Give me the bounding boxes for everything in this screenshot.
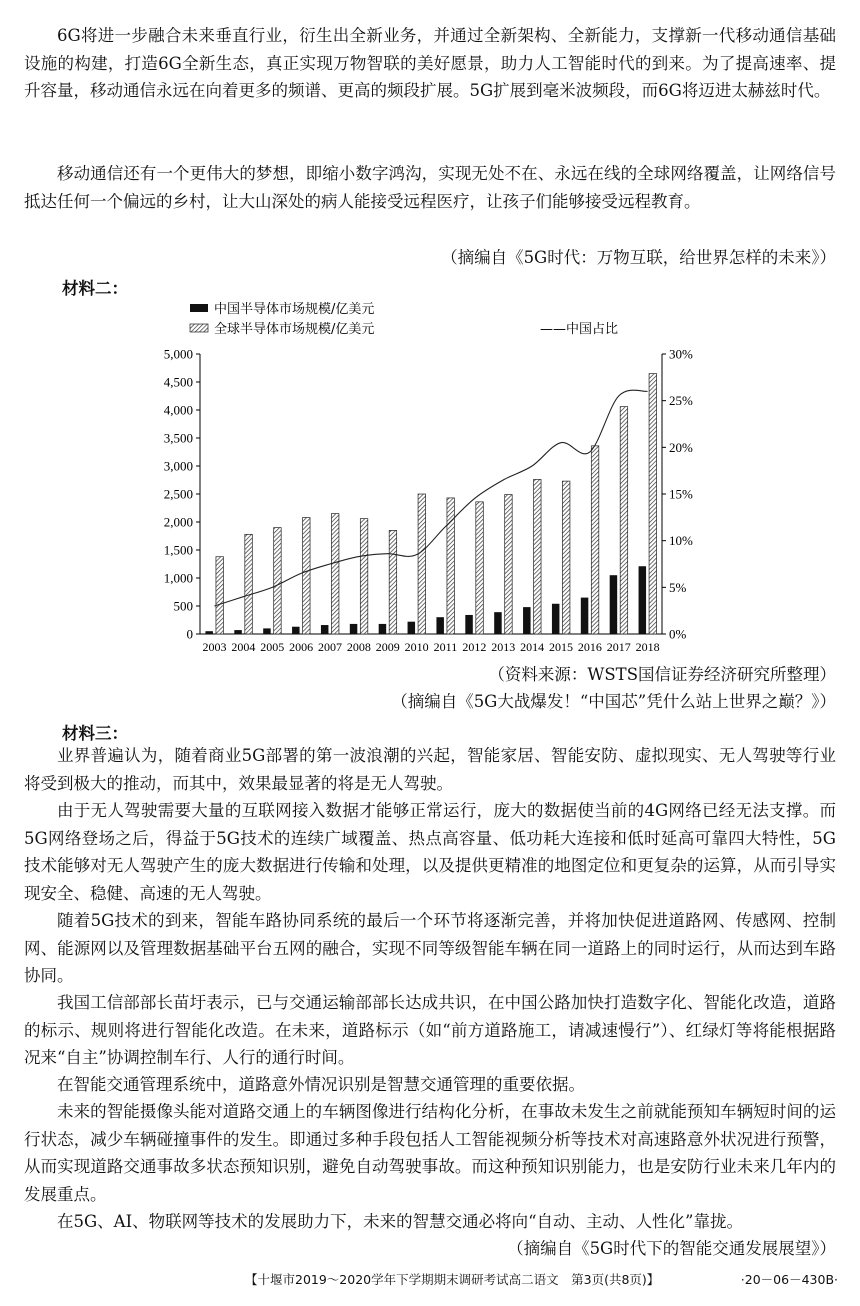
material3-source: （摘编自《5G时代下的智能交通发展展望》） [507, 1239, 836, 1258]
material3-paragraph-3: 随着5G技术的到来，智能车路协同系统的最后一个环节将逐渐完善，并将加快促进道路网、传感网、控制网、能源网以及管理数据基础平台五网的融合，实现不同等级智能车辆在同一道路上的同时运行，从而达到车路协同。 [24, 911, 836, 986]
legend-label-china: 中国半导体市场规模/亿美元 [214, 302, 375, 317]
x-axis-tick-label: 2017 [606, 640, 631, 654]
china-bar [321, 625, 329, 634]
global-bar [534, 479, 542, 634]
left-axis-tick-label: 2,500 [163, 486, 193, 502]
global-bar [245, 534, 253, 634]
global-bar [476, 502, 484, 634]
right-axis-tick-label: 20% [669, 439, 693, 455]
left-axis-tick-label: 1,000 [163, 570, 193, 586]
material2-data-source: （资料来源：WSTS国信证券经济研究所整理） [488, 665, 836, 684]
material2-source: （摘编自《5G大战爆发！“中国芯”凭什么站上世界之巅？》） [391, 692, 836, 711]
x-axis-tick-label: 2007 [317, 640, 342, 654]
left-axis-tick-label: 4,500 [163, 374, 193, 390]
china-bar [436, 617, 444, 634]
material2-heading: 材料二： [62, 279, 128, 298]
x-axis-tick-label: 2011 [433, 640, 458, 654]
legend-label-global: 全球半导体市场规模/亿美元 [214, 322, 375, 337]
x-axis-tick-label: 2013 [491, 640, 516, 654]
china-bar [205, 631, 213, 634]
right-axis-tick-label: 25% [669, 393, 693, 409]
x-axis-tick-label: 2010 [404, 640, 429, 654]
china-bar [379, 624, 387, 634]
global-bar [360, 519, 368, 634]
left-axis-tick-label: 0 [186, 626, 193, 642]
left-axis-tick-label: 2,000 [163, 514, 193, 530]
x-axis-tick-label: 2014 [520, 640, 545, 654]
global-bar [389, 530, 397, 634]
global-bar [216, 557, 224, 634]
right-axis-tick-label: 0% [669, 626, 687, 642]
material1-paragraph-2: 移动通信还有一个更伟大的梦想，即缩小数字鸿沟，实现无处不在、永远在线的全球网络覆盖，让网络信号抵达任何一个偏远的乡村，让大山深处的病人能接受远程医疗，让孩子们能够接受远程教育。 [24, 164, 836, 211]
material3-heading: 材料三： [62, 724, 128, 743]
china-bar [263, 628, 271, 634]
x-axis-tick-label: 2008 [346, 640, 371, 654]
global-bar [591, 446, 599, 634]
global-bar [649, 374, 657, 634]
china-bar [581, 598, 589, 634]
china-bar [523, 607, 531, 634]
x-axis-tick-label: 2018 [635, 640, 660, 654]
x-axis-tick-label: 2015 [548, 640, 573, 654]
material3-paragraph-5: 在智能交通管理系统中，道路意外情况识别是智慧交通管理的重要依据。 [57, 1075, 585, 1094]
china-bar [639, 566, 647, 634]
global-bar [274, 528, 282, 634]
footer-exam-info: 【十堰市2019～2020学年下学期期末调研考试高二语文 第3页(共8页)】 [245, 1272, 660, 1287]
left-axis-tick-label: 3,000 [163, 458, 193, 474]
left-axis-tick-label: 500 [173, 598, 193, 614]
global-bar [620, 407, 628, 634]
global-bar [303, 518, 311, 634]
global-bar [562, 481, 570, 634]
footer-code: ·20－06－430B· [740, 1272, 838, 1287]
right-axis-tick-label: 30% [669, 346, 693, 362]
legend-swatch-global [190, 324, 208, 332]
china-bar [408, 622, 416, 634]
left-axis-tick-label: 1,500 [163, 542, 193, 558]
material3-paragraph-6: 未来的智能摄像头能对道路交通上的车辆图像进行结构化分析，在事故未发生之前就能预知车辆短时间的运行状态，减少车辆碰撞事件的发生。即通过多种手段包括人工智能视频分析等技术对高速路意外状况进行预警，从而实现道路交通事故多状态预知识别，避免自动驾驶事故。而这种预知识别能力，也是安防行业未来几年内的发展重点。 [24, 1102, 836, 1204]
right-axis-tick-label: 10% [669, 533, 693, 549]
material3-paragraph-1: 业界普遍认为，随着商业5G部署的第一波浪潮的兴起，智能家居、智能安防、虚拟现实、无人驾驶等行业将受到极大的推动，而其中，效果最显著的将是无人驾驶。 [24, 746, 836, 793]
material3-paragraph-7: 在5G、AI、物联网等技术的发展助力下，未来的智慧交通必将向“自动、主动、人性化”靠拢。 [57, 1212, 743, 1231]
x-axis-tick-label: 2016 [577, 640, 602, 654]
legend-swatch-china [190, 304, 208, 312]
semiconductor-market-chart [150, 296, 710, 656]
left-axis-tick-label: 5,000 [163, 346, 193, 362]
x-axis-tick-label: 2003 [202, 640, 227, 654]
global-bar [505, 495, 513, 634]
material3-paragraph-4: 我国工信部部长苗圩表示，已与交通运输部部长达成共识，在中国公路加快打造数字化、智能化改造，道路的标示、规则将进行智能化改造。在未来，道路标示（如“前方道路施工，请减速慢行”）、红绿灯等将能根据路况来“自主”协调控制车行、人行的通行时间。 [24, 993, 836, 1068]
legend-label-share: ——中国占比 [540, 322, 619, 337]
x-axis-tick-label: 2012 [462, 640, 487, 654]
x-axis-tick-label: 2006 [289, 640, 314, 654]
x-axis-tick-label: 2005 [260, 640, 285, 654]
x-axis-tick-label: 2004 [231, 640, 256, 654]
x-axis-tick-label: 2009 [375, 640, 400, 654]
left-axis-tick-label: 3,500 [163, 430, 193, 446]
china-bar [494, 612, 502, 634]
china-bar [610, 575, 618, 634]
global-bar [331, 514, 339, 634]
china-bar [552, 604, 560, 634]
material3-paragraph-2: 由于无人驾驶需要大量的互联网接入数据才能够正常运行，庞大的数据使当前的4G网络已经无法支撑。而5G网络登场之后，得益于5G技术的连续广域覆盖、热点高容量、低功耗大连接和低时延高可靠四大特性，5G技术能够对无人驾驶产生的庞大数据进行传输和处理，以及提供更精准的地图定位和更复杂的运算，从而引导实现安全、稳健、高速的无人驾驶。 [24, 801, 836, 903]
china-bar [465, 615, 473, 634]
china-bar [350, 624, 358, 634]
material1-paragraph-1: 6G将进一步融合未来垂直行业，衍生出全新业务，并通过全新架构、全新能力，支撑新一代移动通信基础设施的构建，打造6G全新生态，真正实现万物智联的美好愿景，助力人工智能时代的到来。为了提高速率、提升容量，移动通信永远在向着更多的频谱、更高的频段扩展。5G扩展到毫米波频段，而6G将迈进太赫兹时代。 [24, 26, 836, 101]
global-bar [418, 494, 426, 634]
china-bar [292, 627, 300, 634]
right-axis-tick-label: 15% [669, 486, 693, 502]
left-axis-tick-label: 4,000 [163, 402, 193, 418]
china-bar [234, 630, 242, 634]
material1-source: （摘编自《5G时代：万物互联，给世界怎样的未来》） [441, 248, 836, 267]
right-axis-tick-label: 5% [669, 579, 687, 595]
